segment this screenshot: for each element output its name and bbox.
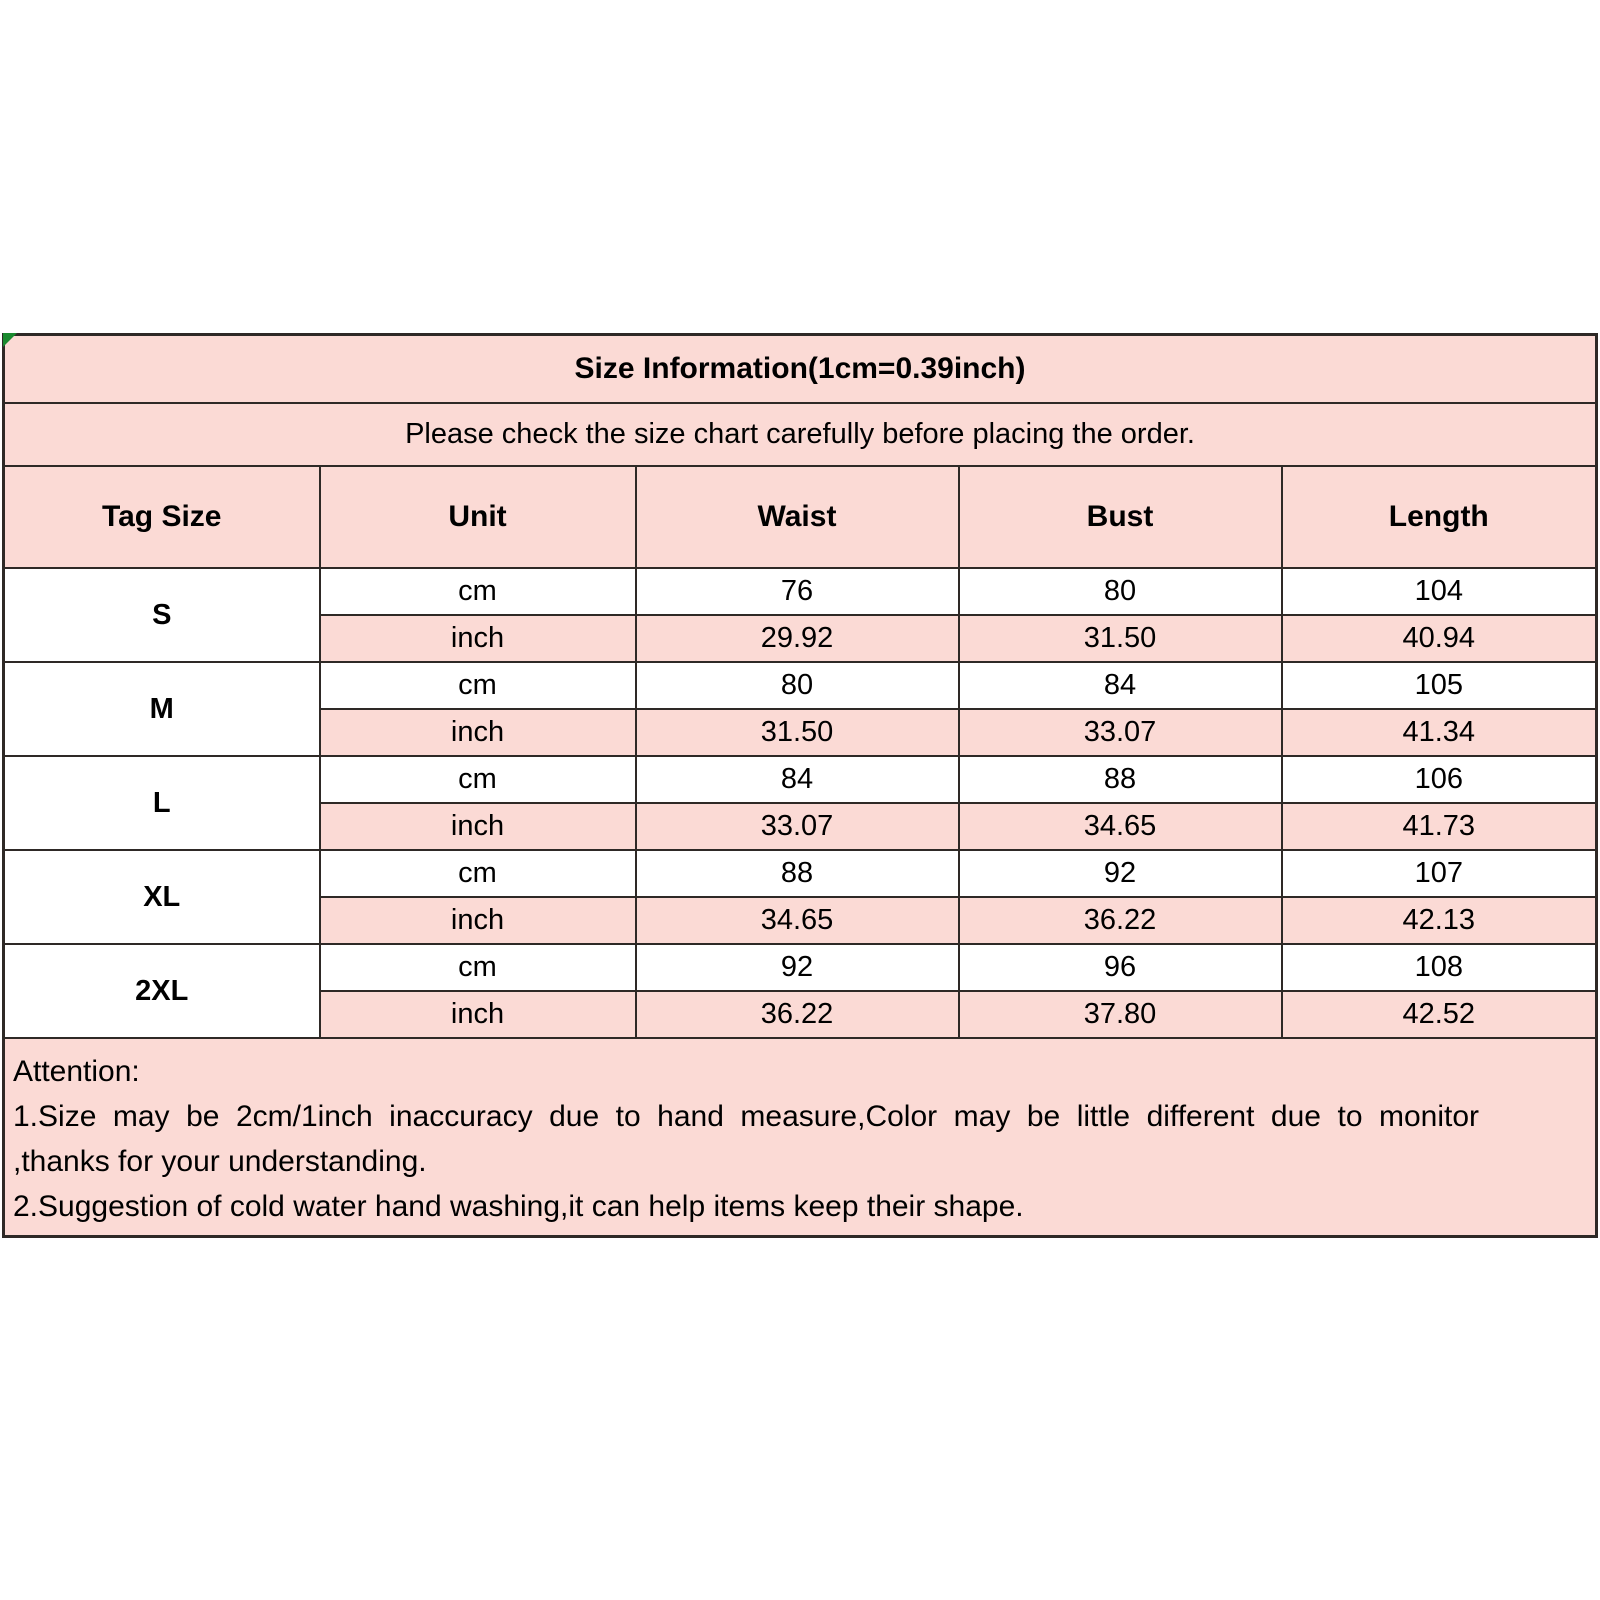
size-chart-container [2, 333, 1595, 1238]
cell-s-cm-bust: 80 [959, 568, 1282, 615]
table-subtitle: Please check the size chart carefully before placing the order. [4, 403, 1597, 466]
cell-xl-cm-waist: 88 [636, 850, 959, 897]
cell-2xl-cm-bust: 96 [959, 944, 1282, 991]
cell-m-inch-waist: 31.50 [636, 709, 959, 756]
attention-row [4, 1038, 1597, 1237]
cell-l-cm-bust: 88 [959, 756, 1282, 803]
cell-2xl-cm-length: 108 [1282, 944, 1597, 991]
cell-m-cm-length: 105 [1282, 662, 1597, 709]
corner-marker-triangle-icon [3, 333, 17, 347]
cell-s-cm-waist: 76 [636, 568, 959, 615]
size-label-2xl: 2XL [4, 944, 320, 1038]
cell-m-cm-waist: 80 [636, 662, 959, 709]
size-label-m: M [4, 662, 320, 756]
cell-xl-inch-length: 42.13 [1282, 897, 1597, 944]
cell-l-cm-length: 106 [1282, 756, 1597, 803]
size-s-cm-row [4, 568, 1597, 615]
attention-note-1-continued: ,thanks for your understanding. [13, 1145, 427, 1178]
col-header-tag-size: Tag Size [4, 466, 320, 568]
size-2xl-cm-row [4, 944, 1597, 991]
col-header-length: Length [1282, 466, 1597, 568]
cell-2xl-inch-unit: inch [320, 991, 636, 1038]
cell-l-cm-waist: 84 [636, 756, 959, 803]
cell-s-inch-unit: inch [320, 615, 636, 662]
attention-heading: Attention: [13, 1055, 140, 1088]
col-header-unit: Unit [320, 466, 636, 568]
size-label-xl: XL [4, 850, 320, 944]
cell-s-cm-length: 104 [1282, 568, 1597, 615]
cell-l-inch-unit: inch [320, 803, 636, 850]
cell-m-cm-unit: cm [320, 662, 636, 709]
attention-note-1: 1.Size may be 2cm/1inch inaccuracy due to hand measure,Color may be little different due to monitor [13, 1100, 1480, 1133]
cell-s-cm-unit: cm [320, 568, 636, 615]
cell-l-inch-waist: 33.07 [636, 803, 959, 850]
attention-note-2: 2.Suggestion of cold water hand washing,it can help items keep their shape. [13, 1190, 1024, 1223]
subtitle-row [4, 403, 1597, 466]
cell-s-inch-length: 40.94 [1282, 615, 1597, 662]
cell-l-cm-unit: cm [320, 756, 636, 803]
size-xl-cm-row [4, 850, 1597, 897]
cell-xl-inch-bust: 36.22 [959, 897, 1282, 944]
cell-2xl-inch-length: 42.52 [1282, 991, 1597, 1038]
size-m-cm-row [4, 662, 1597, 709]
cell-xl-cm-length: 107 [1282, 850, 1597, 897]
cell-l-inch-bust: 34.65 [959, 803, 1282, 850]
cell-2xl-cm-waist: 92 [636, 944, 959, 991]
cell-m-cm-bust: 84 [959, 662, 1282, 709]
cell-2xl-inch-waist: 36.22 [636, 991, 959, 1038]
cell-xl-inch-unit: inch [320, 897, 636, 944]
size-l-cm-row [4, 756, 1597, 803]
cell-s-inch-waist: 29.92 [636, 615, 959, 662]
col-header-bust: Bust [959, 466, 1282, 568]
cell-m-inch-unit: inch [320, 709, 636, 756]
cell-2xl-inch-bust: 37.80 [959, 991, 1282, 1038]
col-header-waist: Waist [636, 466, 959, 568]
table-title: Size Information(1cm=0.39inch) [4, 335, 1597, 404]
cell-m-inch-bust: 33.07 [959, 709, 1282, 756]
size-label-l: L [4, 756, 320, 850]
attention-block [4, 1038, 1597, 1237]
title-row [4, 335, 1597, 404]
size-label-s: S [4, 568, 320, 662]
cell-m-inch-length: 41.34 [1282, 709, 1597, 756]
cell-xl-inch-waist: 34.65 [636, 897, 959, 944]
cell-s-inch-bust: 31.50 [959, 615, 1282, 662]
cell-xl-cm-unit: cm [320, 850, 636, 897]
cell-l-inch-length: 41.73 [1282, 803, 1597, 850]
cell-xl-cm-bust: 92 [959, 850, 1282, 897]
size-chart-table [2, 333, 1598, 1238]
cell-2xl-cm-unit: cm [320, 944, 636, 991]
column-header-row [4, 466, 1597, 568]
